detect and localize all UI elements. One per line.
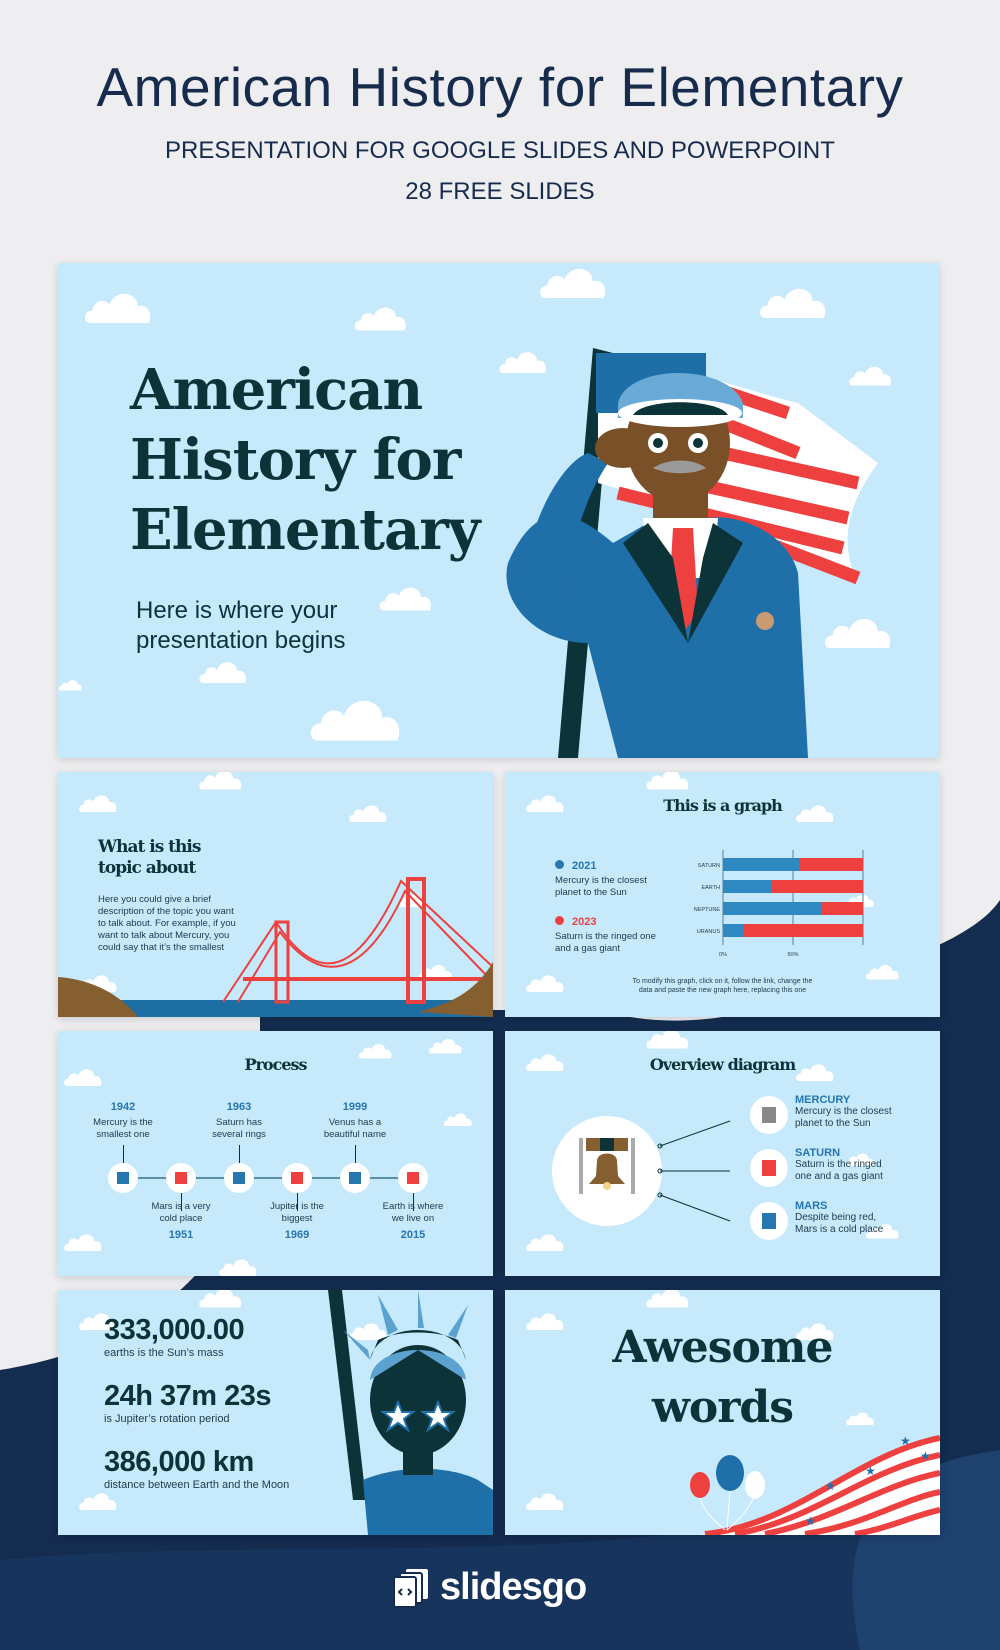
timeline-icon	[282, 1163, 312, 1193]
cloud	[198, 658, 248, 683]
slidesgo-logo[interactable]	[392, 1566, 586, 1609]
cloud	[198, 772, 243, 790]
stat-block	[104, 1380, 289, 1425]
cloud	[308, 693, 403, 741]
stat-block	[104, 1446, 289, 1491]
category-label: SATURN	[697, 863, 720, 869]
svg-text:★: ★	[900, 1434, 911, 1448]
timeline-text: Venus has a beautiful name	[323, 1117, 387, 1140]
legend-text: Mercury is the closest	[555, 875, 647, 886]
legend-year: 2023	[572, 916, 597, 928]
timeline-text: Earth is where we live on	[382, 1201, 444, 1224]
x-tick-label: 50%	[787, 952, 799, 958]
legend-2023	[555, 916, 656, 955]
cover-subtitle-line: presentation begins	[136, 627, 346, 654]
timeline-node[interactable]	[166, 1163, 196, 1193]
cloud	[645, 772, 690, 790]
flag-and-balloons-illustration	[665, 1430, 940, 1535]
topic-body-line: description of the topic you want	[98, 906, 234, 917]
timeline-year: 2015	[400, 1229, 426, 1241]
graph-title: This is a graph	[663, 796, 782, 815]
cover-subtitle-line: Here is where your	[136, 597, 338, 624]
bar-2021-neptune[interactable]	[723, 902, 821, 915]
timeline-icon	[166, 1163, 196, 1193]
timeline-icon	[224, 1163, 254, 1193]
stat-block	[104, 1314, 289, 1359]
cloud	[378, 583, 433, 611]
stat-label: earths is the Sun’s mass	[104, 1347, 224, 1359]
overview-text: Mercury is the closest	[795, 1106, 892, 1117]
category-label: URANUS	[696, 929, 720, 935]
cover-title	[130, 355, 479, 565]
cover-title-line: American	[130, 357, 423, 423]
timeline-year: 1951	[168, 1229, 194, 1241]
bar-2021-uranus[interactable]	[723, 924, 744, 937]
liberty-bell-icon	[552, 1116, 662, 1226]
cloud	[353, 303, 408, 331]
cloud	[645, 1031, 690, 1049]
overview-heading: SATURN	[795, 1147, 841, 1159]
cover-subtitle	[136, 596, 345, 656]
timeline-connector	[123, 1145, 124, 1163]
x-tick-label: 0%	[719, 952, 727, 958]
bar-2023-uranus[interactable]	[744, 924, 863, 937]
overview-item	[795, 1094, 892, 1130]
overview-heading: MARS	[795, 1200, 828, 1212]
overview-slide[interactable]	[505, 1031, 940, 1276]
timeline-text: Saturn has several rings	[212, 1117, 266, 1140]
cloud	[538, 263, 608, 298]
overview-text: Despite being red,	[795, 1212, 877, 1223]
graph-note-line: data and paste the new graph here, replacing this one	[638, 987, 807, 994]
awesome-line: words	[652, 1382, 793, 1433]
cloud	[58, 678, 83, 691]
stat-label: is Jupiter’s rotation period	[104, 1413, 230, 1425]
overview-text: planet to the Sun	[795, 1118, 871, 1129]
cloud	[758, 283, 828, 318]
svg-text:★: ★	[920, 1449, 931, 1463]
topic-title-line: topic about	[98, 858, 196, 878]
cloud	[63, 1231, 103, 1251]
overview-item	[795, 1200, 883, 1236]
category-label: NEPTUNE	[693, 907, 720, 913]
legend-dot-2021	[555, 860, 564, 869]
bar-2021-earth[interactable]	[723, 880, 772, 893]
timeline-connector	[239, 1145, 240, 1163]
statue-of-liberty-illustration	[328, 1290, 493, 1535]
cloud	[525, 1490, 565, 1510]
timeline-icon	[340, 1163, 370, 1193]
timeline-node[interactable]	[282, 1163, 312, 1193]
overview-title: Overview diagram	[649, 1055, 796, 1074]
overview-text: Mars is a cold place	[795, 1224, 884, 1235]
overview-item	[795, 1147, 883, 1183]
awesome-title	[505, 1318, 940, 1438]
stat-label: distance between Earth and the Moon	[104, 1479, 290, 1491]
legend-2021	[555, 860, 647, 899]
cover-title-line: Elementary	[130, 497, 480, 563]
legend-text: Saturn is the ringed one	[555, 931, 656, 942]
timeline-year: 1999	[342, 1101, 368, 1113]
timeline-icon	[108, 1163, 138, 1193]
cloud	[443, 1111, 473, 1126]
process-slide[interactable]	[58, 1031, 493, 1276]
bar-2021-saturn[interactable]	[723, 858, 800, 871]
cover-title-line: History for	[130, 427, 461, 493]
medal-icon	[750, 1149, 788, 1187]
graph-note-line: To modify this graph, click on it, follow the link, change the	[632, 978, 813, 985]
svg-text:★: ★	[825, 1479, 836, 1493]
bar-2023-earth[interactable]	[772, 880, 863, 893]
stat-value: 24h 37m 23s	[104, 1380, 272, 1412]
connector-lines	[655, 1111, 735, 1231]
svg-text:★: ★	[865, 1464, 876, 1478]
slidesgo-wordmark: slidesgo	[440, 1566, 587, 1608]
graph-note	[505, 977, 940, 995]
topic-title-line: What is this	[98, 837, 201, 857]
cloud	[198, 1290, 243, 1308]
saluting-soldier-illustration	[498, 343, 938, 758]
legend-text: planet to the Sun	[555, 887, 627, 898]
graph-slide[interactable]	[505, 772, 940, 1017]
topic-body-line: Here you could give a brief	[98, 894, 212, 905]
cloud	[348, 802, 388, 822]
building-icon	[750, 1202, 788, 1240]
timeline-icon	[398, 1163, 428, 1193]
stat-value: 333,000.00	[104, 1314, 245, 1346]
topic-body-line: want to talk about Mercury, you	[98, 930, 230, 941]
bar-2023-neptune[interactable]	[821, 902, 863, 915]
cloud	[645, 1290, 690, 1308]
timeline-node[interactable]	[224, 1163, 254, 1193]
legend-dot-2023	[555, 916, 564, 925]
timeline-text: Jupiter is the biggest	[270, 1201, 324, 1224]
page-title: American History for Elementary	[96, 56, 904, 118]
overview-text: one and a gas giant	[795, 1171, 883, 1182]
cover-slide[interactable]	[58, 263, 939, 758]
timeline-year: 1963	[226, 1101, 252, 1113]
stats-slide[interactable]	[58, 1290, 493, 1535]
timeline-node[interactable]	[108, 1163, 138, 1193]
topic-body-line: could say that it’s the smallest	[98, 942, 225, 953]
cloud	[525, 1231, 565, 1251]
monument-icon	[750, 1096, 788, 1134]
svg-text:★: ★	[805, 1514, 816, 1528]
legend-year: 2021	[572, 860, 597, 872]
timeline-connector	[355, 1145, 356, 1163]
category-label: EARTH	[701, 885, 720, 891]
cloud	[218, 1256, 258, 1276]
timeline-node[interactable]	[398, 1163, 428, 1193]
timeline-year: 1969	[284, 1229, 310, 1241]
cloud	[428, 1036, 463, 1054]
timeline-year: 1942	[110, 1101, 136, 1113]
timeline-node[interactable]	[340, 1163, 370, 1193]
bar-2023-saturn[interactable]	[800, 858, 863, 871]
stat-value: 386,000 km	[104, 1446, 254, 1478]
slidesgo-logo-icon	[392, 1567, 432, 1609]
stacked-bar-chart[interactable]	[685, 850, 885, 960]
timeline-text: Mercury is the smallest one	[93, 1117, 153, 1140]
page-subtitle: PRESENTATION FOR GOOGLE SLIDES AND POWERPOINT	[165, 137, 835, 164]
process-title: Process	[244, 1055, 307, 1074]
overview-heading: MERCURY	[795, 1094, 851, 1106]
golden-gate-bridge-illustration	[58, 867, 493, 1017]
awesome-line: Awesome	[612, 1322, 833, 1373]
cloud	[78, 792, 118, 812]
cloud	[83, 288, 153, 323]
topic-slide[interactable]	[58, 772, 493, 1017]
awesome-words-slide[interactable]	[505, 1290, 940, 1535]
topic-body-line: to talk about. For example, if you	[98, 918, 236, 929]
timeline-text: Mars is a very cold place	[151, 1201, 211, 1224]
overview-text: Saturn is the ringed	[795, 1159, 882, 1170]
legend-text: and a gas giant	[555, 943, 620, 954]
slide-count: 28 FREE SLIDES	[405, 178, 595, 205]
